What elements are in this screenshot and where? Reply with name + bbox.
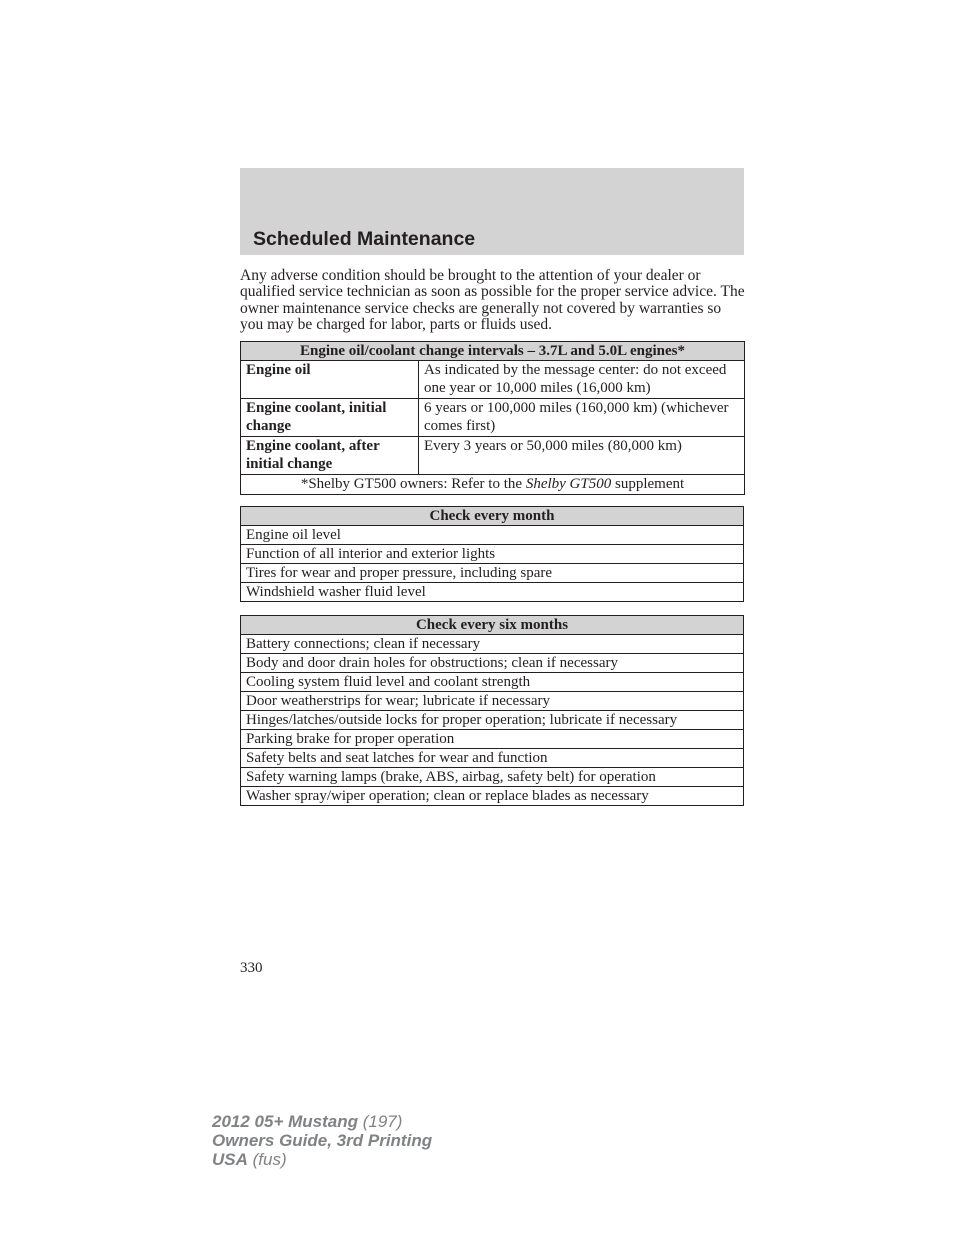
table-row: Function of all interior and exterior lights xyxy=(241,545,744,564)
table-row: Windshield washer fluid level xyxy=(241,583,744,602)
section-header-band xyxy=(240,168,744,255)
interval-value: As indicated by the message center: do not exceed one year or 10,000 miles (16,000 km) xyxy=(419,361,745,399)
table-row: Battery connections; clean if necessary xyxy=(241,635,744,654)
intervals-table-header: Engine oil/coolant change intervals – 3.7L and 5.0L engines* xyxy=(241,342,745,361)
footnote-prefix: *Shelby GT500 owners: Refer to the xyxy=(300,476,526,492)
table-row: Hinges/latches/outside locks for proper operation; lubricate if necessary xyxy=(241,711,744,730)
section-title: Scheduled Maintenance xyxy=(253,228,476,250)
table-row: Parking brake for proper operation xyxy=(241,730,744,749)
intervals-table xyxy=(240,341,745,495)
document-footer xyxy=(212,1112,432,1169)
footnote-italic: Shelby GT500 xyxy=(525,476,612,492)
six-month-checks-table xyxy=(240,615,744,806)
table-row xyxy=(241,475,745,495)
table-row: Safety warning lamps (brake, ABS, airbag, safety belt) for operation xyxy=(241,768,744,787)
interval-value: 6 years or 100,000 miles (160,000 km) (whichever comes first) xyxy=(419,399,745,437)
footer-market-code: (fus) xyxy=(252,1150,287,1169)
page-number: 330 xyxy=(240,960,263,976)
six-month-table-header: Check every six months xyxy=(241,616,744,635)
footer-model: 2012 05+ Mustang xyxy=(212,1112,358,1131)
footer-market: USA xyxy=(212,1150,248,1169)
interval-item: Engine coolant, initial change xyxy=(241,399,419,437)
table-row: Cooling system fluid level and coolant strength xyxy=(241,673,744,692)
table-row xyxy=(241,399,745,437)
footnote-suffix: supplement xyxy=(611,476,685,492)
monthly-table-header: Check every month xyxy=(241,507,744,526)
table-row: Body and door drain holes for obstructions; clean if necessary xyxy=(241,654,744,673)
table-row: Safety belts and seat latches for wear and function xyxy=(241,749,744,768)
interval-value: Every 3 years or 50,000 miles (80,000 km) xyxy=(419,437,745,475)
table-row: Engine oil level xyxy=(241,526,744,545)
table-row xyxy=(241,361,745,399)
interval-item: Engine coolant, after initial change xyxy=(241,437,419,475)
table-footnote xyxy=(241,475,745,495)
interval-item: Engine oil xyxy=(241,361,419,399)
table-row: Tires for wear and proper pressure, including spare xyxy=(241,564,744,583)
table-row: Door weatherstrips for wear; lubricate if necessary xyxy=(241,692,744,711)
table-row: Washer spray/wiper operation; clean or replace blades as necessary xyxy=(241,787,744,806)
intro-paragraph: Any adverse condition should be brought to the attention of your dealer or qualified service technician as soon as possible for the proper service advice. The owner maintenance service checks are generally not covered by warranties so you may be charged for labor, parts or fluids used. xyxy=(240,267,745,334)
monthly-checks-table xyxy=(240,506,744,602)
footer-model-code: (197) xyxy=(362,1112,403,1131)
footer-guide: Owners Guide, 3rd Printing xyxy=(212,1131,433,1150)
table-row xyxy=(241,437,745,475)
